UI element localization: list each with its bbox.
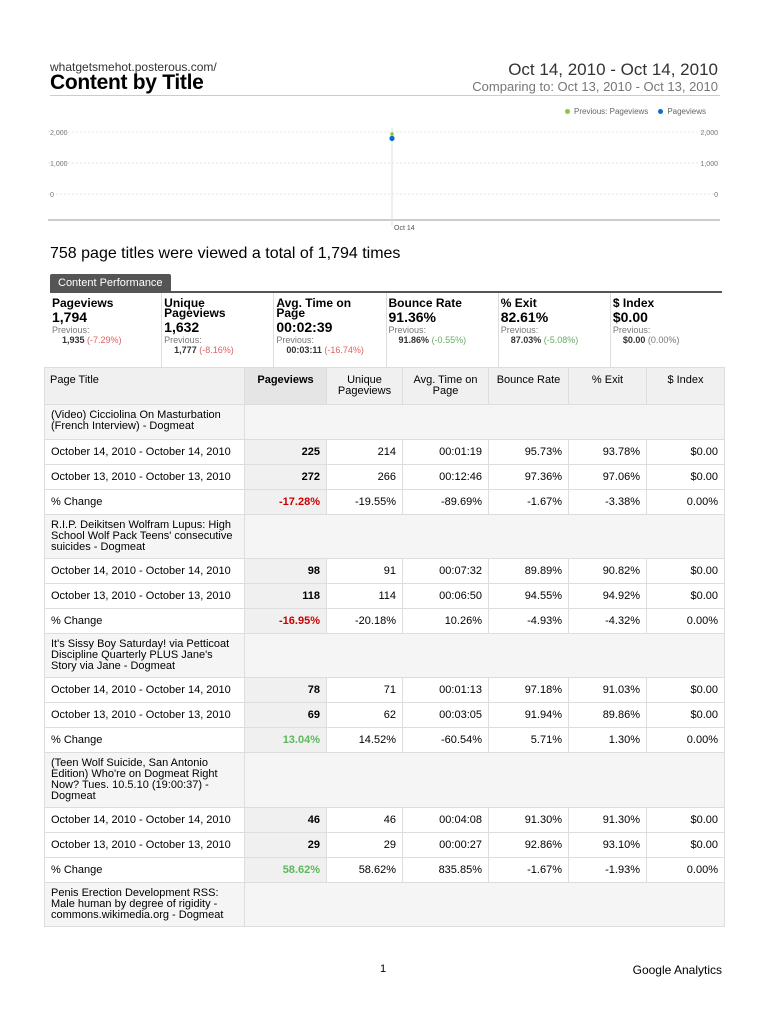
exit-cell: 90.82% — [569, 559, 647, 584]
table-row — [45, 833, 725, 858]
pageviews-cell: 118 — [245, 584, 327, 609]
metric-change: (-0.55%) — [431, 335, 467, 345]
metric-previous-label: Previous: — [388, 325, 427, 335]
pageviews-change-cell: -16.95% — [245, 609, 327, 634]
title-row-filler — [245, 405, 725, 440]
date-range-cell: October 14, 2010 - October 14, 2010 — [45, 559, 245, 584]
page-title-row — [45, 405, 725, 440]
metric-change: (-8.16%) — [199, 345, 234, 355]
column-header-bounce-rate[interactable]: Bounce Rate — [489, 368, 569, 405]
change-label-cell: % Change — [45, 490, 245, 515]
metric-label: Unique Pageviews — [164, 296, 226, 320]
legend-label-pageviews: Pageviews — [667, 107, 706, 116]
date-range[interactable]: Oct 14, 2010 - Oct 14, 2010 — [508, 60, 718, 79]
avg-time-on-page-cell: 00:03:05 — [403, 703, 489, 728]
unique-pageviews-cell: 91 — [327, 559, 403, 584]
date-range-cell: October 13, 2010 - October 13, 2010 — [45, 584, 245, 609]
metric-exit[interactable] — [498, 293, 610, 367]
unique-pageviews-change-cell: -19.55% — [327, 490, 403, 515]
unique-pageviews-cell: 46 — [327, 808, 403, 833]
table-row — [45, 584, 725, 609]
metric-previous-value: 87.03% — [510, 335, 542, 345]
title-row-filler — [245, 753, 725, 808]
y-tick-label-left: 1,000 — [50, 161, 68, 168]
change-label-cell: % Change — [45, 858, 245, 883]
table-body — [45, 405, 725, 927]
metric-previous-value: 1,935 — [62, 335, 85, 345]
bounce-rate-cell: 89.89% — [489, 559, 569, 584]
metric-value: 1,794 — [52, 309, 88, 325]
bounce-rate-cell: 97.36% — [489, 465, 569, 490]
date-range-cell: October 14, 2010 - October 14, 2010 — [45, 678, 245, 703]
table-row — [45, 808, 725, 833]
date-range-cell: October 13, 2010 - October 13, 2010 — [45, 703, 245, 728]
bounce-rate-cell: 92.86% — [489, 833, 569, 858]
chart-legend — [565, 107, 706, 116]
page-title-row — [45, 634, 725, 678]
change-row — [45, 490, 725, 515]
bounce-rate-cell: 91.94% — [489, 703, 569, 728]
header-divider — [50, 95, 720, 96]
unique-pageviews-cell: 114 — [327, 584, 403, 609]
metric-change: (0.00%) — [647, 335, 680, 345]
pageviews-cell: 78 — [245, 678, 327, 703]
data-point-previous-pageviews — [390, 132, 394, 136]
metric-pageviews[interactable] — [50, 293, 161, 367]
title-row-filler — [245, 515, 725, 559]
metric-label: Avg. Time on Page — [276, 296, 352, 320]
avg-time-on-page-cell: 00:00:27 — [403, 833, 489, 858]
pageviews-cell: 225 — [245, 440, 327, 465]
pageviews-cell: 69 — [245, 703, 327, 728]
summary-heading: 758 page titles were viewed a total of 1,794 times — [50, 245, 401, 262]
column-header-unique-pageviews[interactable]: Unique Pageviews — [327, 368, 403, 405]
legend-dot-previous-icon — [565, 109, 570, 114]
pageviews-cell: 272 — [245, 465, 327, 490]
legend-label-previous: Previous: Pageviews — [574, 107, 649, 116]
change-label-cell: % Change — [45, 609, 245, 634]
page-title-link[interactable]: R.I.P. Deikitsen Wolfram Lupus: High School Wolf Pack Teens' consecutive suicides - Dogmeat — [45, 515, 245, 559]
metric-previous-label: Previous: — [164, 335, 202, 345]
exit-cell: 91.30% — [569, 808, 647, 833]
metric-previous-label: Previous: — [612, 325, 651, 335]
avg-time-on-page-cell: 00:01:19 — [403, 440, 489, 465]
date-range-cell: October 14, 2010 - October 14, 2010 — [45, 440, 245, 465]
pageviews-change-cell: 58.62% — [245, 858, 327, 883]
column-header-exit[interactable]: % Exit — [569, 368, 647, 405]
pageviews-cell: 98 — [245, 559, 327, 584]
column-header-avg-time-on-page[interactable]: Avg. Time on Page — [403, 368, 489, 405]
table-row — [45, 678, 725, 703]
metric-avg-time-on-page[interactable] — [273, 293, 385, 367]
avg-time-on-page-cell: 00:12:46 — [403, 465, 489, 490]
avg-time-on-page-cell: 00:04:08 — [403, 808, 489, 833]
metric-change: (-5.08%) — [543, 335, 579, 345]
dollar-index-change-cell: 0.00% — [647, 490, 725, 515]
page-title-link[interactable]: (Video) Cicciolina On Masturbation (French Interview) - Dogmeat — [45, 405, 245, 440]
exit-cell: 97.06% — [569, 465, 647, 490]
legend-item-pageviews[interactable] — [658, 107, 706, 116]
metric-previous-value: 00:03:11 — [286, 345, 322, 355]
metric-label: % Exit — [500, 296, 537, 310]
metric-label: Pageviews — [52, 296, 114, 310]
data-point-pageviews — [389, 136, 394, 141]
pageviews-chart — [48, 120, 720, 235]
change-label-cell: % Change — [45, 728, 245, 753]
bounce-rate-cell: 95.73% — [489, 440, 569, 465]
column-header-page-title[interactable]: Page Title — [45, 368, 245, 405]
table-header-row — [45, 368, 725, 405]
page-title-link[interactable]: It's Sissy Boy Saturday! via Petticoat Discipline Quarterly PLUS Jane's Story via Jane - Dogmeat — [45, 634, 245, 678]
dollar-index-cell: $0.00 — [647, 584, 725, 609]
legend-dot-pageviews-icon — [658, 109, 663, 114]
metric-previous-value: 91.86% — [398, 335, 430, 345]
avg-time-on-page-cell: 00:01:13 — [403, 678, 489, 703]
metric-value: 00:02:39 — [276, 319, 333, 335]
dollar-index-cell: $0.00 — [647, 703, 725, 728]
title-row-filler — [245, 883, 725, 927]
pageviews-cell: 29 — [245, 833, 327, 858]
table-row — [45, 465, 725, 490]
unique-pageviews-cell: 71 — [327, 678, 403, 703]
page-title-link[interactable]: (Teen Wolf Suicide, San Antonio Edition) Who're on Dogmeat Right Now? Tues. 10.5.10 (19:00:37) - Dogmeat — [45, 753, 245, 808]
exit-cell: 89.86% — [569, 703, 647, 728]
metric-value: $0.00 — [612, 309, 648, 325]
metric-dollar-index[interactable] — [610, 293, 722, 367]
exit-cell: 91.03% — [569, 678, 647, 703]
pageviews-cell: 46 — [245, 808, 327, 833]
unique-pageviews-change-cell: 58.62% — [327, 858, 403, 883]
metric-label: $ Index — [612, 296, 655, 310]
page-title-link[interactable]: Penis Erection Development RSS: Male human by degree of rigidity - commons.wikimedia.org - Dogmeat — [45, 883, 245, 927]
site-url[interactable]: whatgetsmehot.posterous.com/ — [50, 60, 217, 74]
unique-pageviews-cell: 266 — [327, 465, 403, 490]
change-row — [45, 728, 725, 753]
metric-previous-label: Previous: — [500, 325, 539, 335]
change-row — [45, 609, 725, 634]
dollar-index-change-cell: 0.00% — [647, 728, 725, 753]
exit-change-cell: -1.93% — [569, 858, 647, 883]
dollar-index-change-cell: 0.00% — [647, 858, 725, 883]
page-number: 1 — [380, 963, 387, 975]
page-title-row — [45, 883, 725, 927]
exit-cell: 93.10% — [569, 833, 647, 858]
pageviews-change-cell: -17.28% — [245, 490, 327, 515]
legend-item-previous[interactable] — [565, 107, 648, 116]
exit-cell: 94.92% — [569, 584, 647, 609]
y-tick-label-right: 2,000 — [700, 130, 718, 137]
dollar-index-cell: $0.00 — [647, 808, 725, 833]
table-row — [45, 559, 725, 584]
avg-time-on-page-cell: 00:06:50 — [403, 584, 489, 609]
pageviews-change-cell: 13.04% — [245, 728, 327, 753]
avg-time-on-page-change-cell: 10.26% — [403, 609, 489, 634]
bounce-rate-change-cell: -4.93% — [489, 609, 569, 634]
y-tick-label-right: 1,000 — [700, 161, 718, 168]
title-row-filler — [245, 634, 725, 678]
content-table — [44, 367, 725, 927]
exit-change-cell: -3.38% — [569, 490, 647, 515]
x-tick-label: Oct 14 — [394, 225, 415, 232]
unique-pageviews-change-cell: -20.18% — [327, 609, 403, 634]
metric-previous-value: 1,777 — [174, 345, 197, 355]
bounce-rate-cell: 94.55% — [489, 584, 569, 609]
metric-previous-label: Previous: — [52, 325, 90, 335]
y-tick-label-left: 2,000 — [50, 130, 68, 137]
unique-pageviews-cell: 29 — [327, 833, 403, 858]
avg-time-on-page-change-cell: 835.85% — [403, 858, 489, 883]
metric-previous-label: Previous: — [276, 335, 314, 345]
table-row — [45, 440, 725, 465]
bounce-rate-change-cell: -1.67% — [489, 490, 569, 515]
y-tick-label-right: 0 — [714, 192, 718, 199]
metric-label: Bounce Rate — [388, 296, 462, 310]
metric-previous-value: $0.00 — [622, 335, 646, 345]
date-range-cell: October 14, 2010 - October 14, 2010 — [45, 808, 245, 833]
comparison-range: Comparing to: Oct 13, 2010 - Oct 13, 2010 — [472, 79, 718, 94]
bounce-rate-change-cell: -1.67% — [489, 858, 569, 883]
bounce-rate-change-cell: 5.71% — [489, 728, 569, 753]
metric-change: (-16.74%) — [324, 345, 364, 355]
metric-unique-pageviews[interactable] — [161, 293, 273, 367]
metric-value: 1,632 — [164, 319, 200, 335]
unique-pageviews-cell: 62 — [327, 703, 403, 728]
metric-value: 91.36% — [388, 309, 436, 325]
avg-time-on-page-change-cell: -60.54% — [403, 728, 489, 753]
metric-change: (-7.29%) — [87, 335, 122, 345]
footer-brand: Google Analytics — [632, 963, 722, 977]
metrics-summary — [50, 293, 722, 368]
date-range-cell: October 13, 2010 - October 13, 2010 — [45, 465, 245, 490]
bounce-rate-cell: 97.18% — [489, 678, 569, 703]
exit-cell: 93.78% — [569, 440, 647, 465]
tab-content-performance[interactable]: Content Performance — [50, 274, 171, 293]
column-header-dollar-index[interactable]: $ Index — [647, 368, 725, 405]
table-row — [45, 703, 725, 728]
page-title: Content by Title — [50, 71, 204, 94]
unique-pageviews-change-cell: 14.52% — [327, 728, 403, 753]
dollar-index-cell: $0.00 — [647, 440, 725, 465]
avg-time-on-page-change-cell: -89.69% — [403, 490, 489, 515]
dollar-index-cell: $0.00 — [647, 678, 725, 703]
exit-change-cell: 1.30% — [569, 728, 647, 753]
date-range-cell: October 13, 2010 - October 13, 2010 — [45, 833, 245, 858]
avg-time-on-page-cell: 00:07:32 — [403, 559, 489, 584]
dollar-index-cell: $0.00 — [647, 559, 725, 584]
change-row — [45, 858, 725, 883]
exit-change-cell: -4.32% — [569, 609, 647, 634]
y-tick-label-left: 0 — [50, 192, 54, 199]
metric-bounce-rate[interactable] — [386, 293, 498, 367]
column-header-pageviews[interactable]: Pageviews — [245, 368, 327, 405]
bounce-rate-cell: 91.30% — [489, 808, 569, 833]
unique-pageviews-cell: 214 — [327, 440, 403, 465]
page-title-row — [45, 515, 725, 559]
metric-value: 82.61% — [500, 309, 549, 325]
dollar-index-change-cell: 0.00% — [647, 609, 725, 634]
page-title-row — [45, 753, 725, 808]
dollar-index-cell: $0.00 — [647, 833, 725, 858]
dollar-index-cell: $0.00 — [647, 465, 725, 490]
